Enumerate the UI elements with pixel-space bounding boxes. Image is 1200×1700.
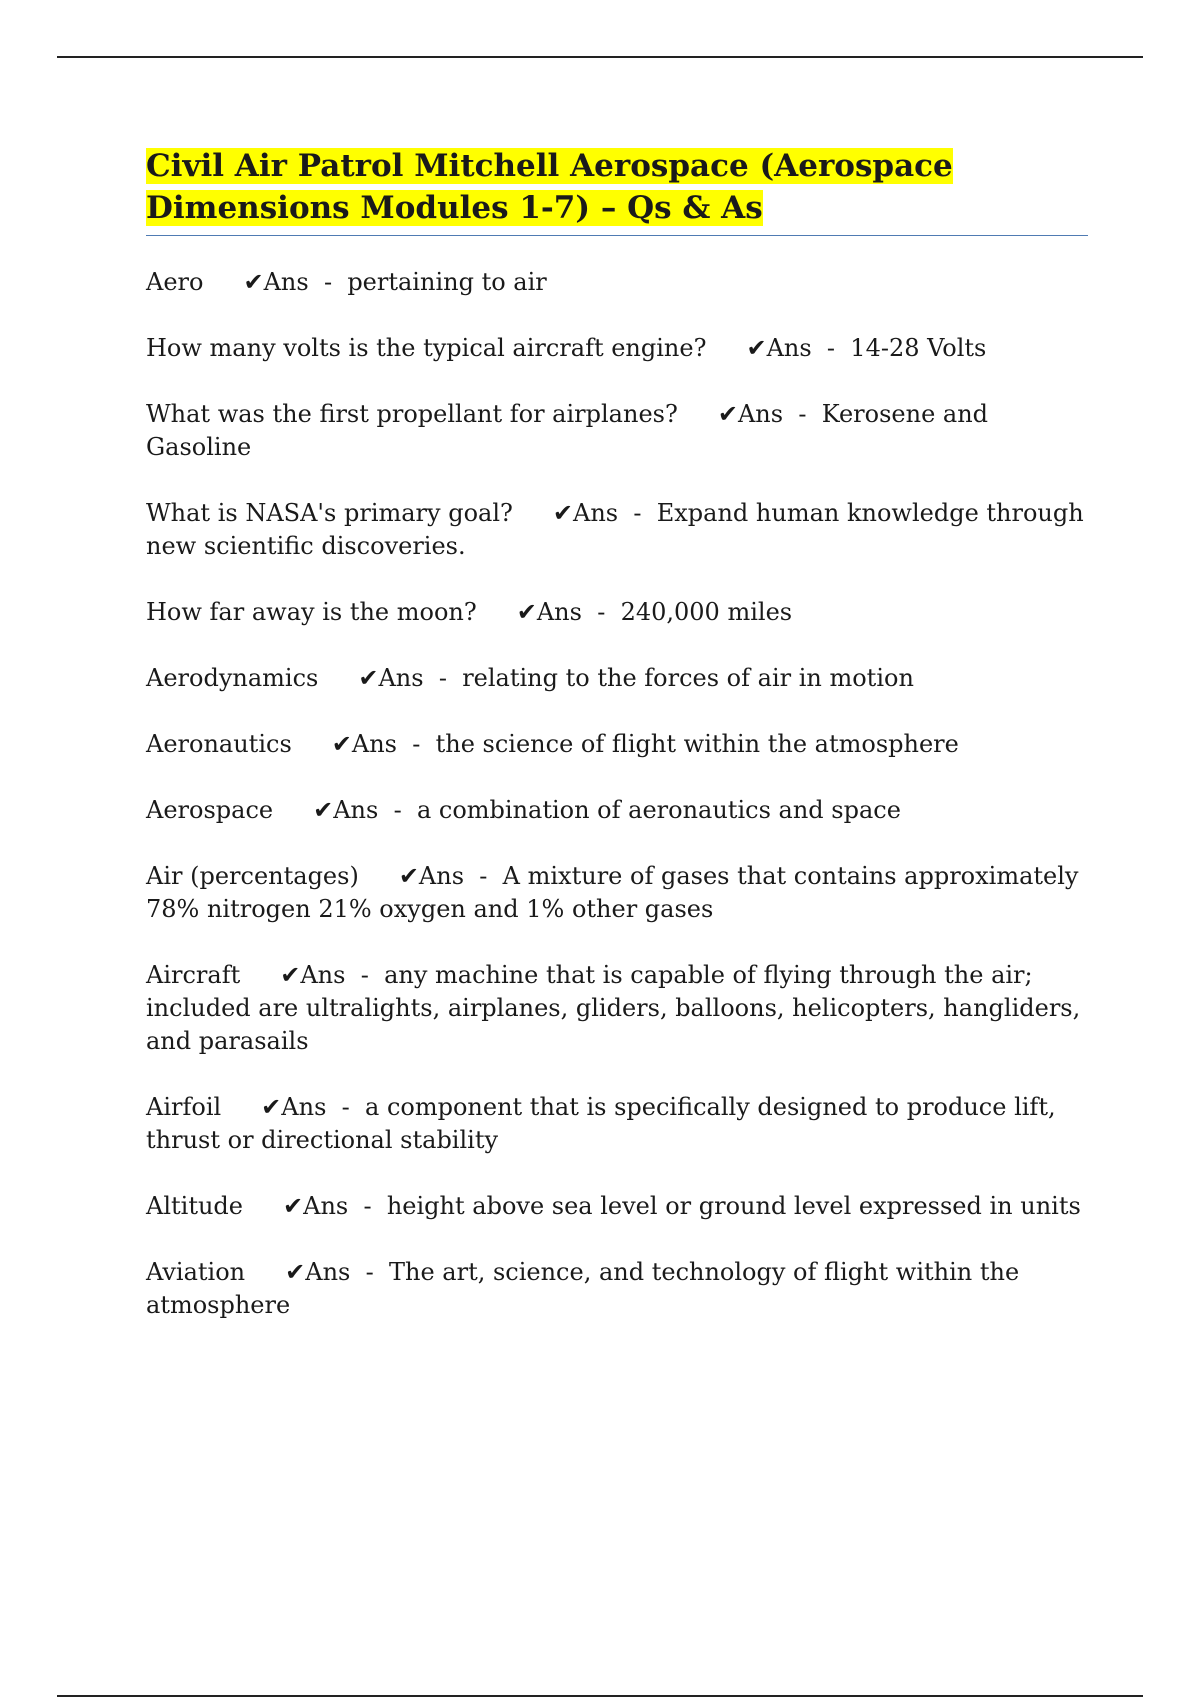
qa-answer: The art, science, and technology of flight within the atmosphere: [146, 1258, 1020, 1319]
qa-item: [146, 596, 1090, 629]
qa-term: Airfoil: [146, 1093, 222, 1121]
check-icon: ✔Ans: [280, 961, 346, 989]
check-icon: ✔Ans: [243, 268, 309, 296]
qa-separator: -: [783, 400, 822, 428]
document-title: [146, 145, 1090, 229]
check-icon: ✔Ans: [398, 862, 465, 890]
qa-separator: -: [348, 1192, 387, 1220]
qa-answer: relating to the forces of air in motion: [462, 664, 914, 692]
qa-term: How far away is the moon?: [146, 598, 477, 626]
qa-term: Air (percentages): [146, 862, 359, 890]
qa-separator: -: [811, 334, 851, 362]
page-top-rule: [57, 56, 1143, 58]
check-icon: ✔Ans: [283, 1192, 349, 1220]
check-icon: ✔Ans: [717, 400, 784, 428]
qa-item: [146, 1190, 1090, 1223]
qa-answer: the science of flight within the atmosphere: [435, 730, 959, 758]
qa-answer: any machine that is capable of flying through the air; included are ultralights, airplanes, gliders, balloons, helicopters, hangliders, and parasails: [146, 961, 1081, 1055]
qa-separator: -: [345, 961, 385, 989]
check-icon: ✔Ans: [313, 796, 379, 824]
qa-term: What was the first propellant for airplanes?: [146, 400, 678, 428]
qa-answer: Kerosene and Gasoline: [146, 400, 989, 461]
qa-separator: -: [423, 664, 463, 692]
check-icon: ✔Ans: [285, 1258, 351, 1286]
qa-item: [146, 497, 1090, 563]
qa-term: Aerodynamics: [146, 664, 319, 692]
qa-item: [146, 662, 1090, 695]
qa-term: Aviation: [146, 1258, 246, 1286]
qa-item: [146, 1091, 1090, 1157]
check-icon: ✔Ans: [552, 499, 619, 527]
qa-term: How many volts is the typical aircraft engine?: [146, 334, 707, 362]
check-icon: ✔Ans: [331, 730, 397, 758]
check-icon: ✔Ans: [358, 664, 424, 692]
qa-answer: Expand human knowledge through new scientific discoveries.: [146, 499, 1084, 560]
document-body: [146, 145, 1090, 1355]
qa-separator: -: [618, 499, 657, 527]
check-icon: ✔Ans: [261, 1093, 327, 1121]
qa-item: [146, 794, 1090, 827]
qa-term: Aeronautics: [146, 730, 292, 758]
title-underline: [146, 235, 1088, 236]
qa-item: [146, 266, 1090, 299]
qa-item: [146, 398, 1090, 464]
qa-answer: pertaining to air: [347, 268, 547, 296]
qa-item: [146, 728, 1090, 761]
qa-answer: height above sea level or ground level expressed in units: [386, 1192, 1081, 1220]
qa-answer: a component that is specifically designed to produce lift, thrust or directional stability: [146, 1093, 1056, 1154]
qa-separator: -: [581, 598, 621, 626]
qa-term: What is NASA's primary goal?: [146, 499, 513, 527]
qa-item: [146, 332, 1090, 365]
qa-answer: 240,000 miles: [620, 598, 793, 626]
qa-term: Aircraft: [146, 961, 241, 989]
document-title-text: Civil Air Patrol Mitchell Aerospace (Aerospace Dimensions Modules 1-7) – Qs & As: [146, 148, 953, 226]
qa-term: Aerospace: [146, 796, 274, 824]
qa-separator: -: [350, 1258, 389, 1286]
qa-answer: a combination of aeronautics and space: [416, 796, 901, 824]
check-icon: ✔Ans: [516, 598, 582, 626]
qa-separator: -: [326, 1093, 366, 1121]
page-bottom-rule: [57, 1695, 1143, 1697]
qa-item: [146, 860, 1090, 926]
qa-answer: A mixture of gases that contains approximately 78% nitrogen 21% oxygen and 1% other gases: [146, 862, 1079, 923]
qa-term: Aero: [146, 268, 204, 296]
qa-separator: -: [464, 862, 503, 890]
qa-separator: -: [308, 268, 348, 296]
qa-separator: -: [396, 730, 436, 758]
qa-separator: -: [378, 796, 417, 824]
qa-list: [146, 266, 1090, 1322]
qa-item: [146, 959, 1090, 1058]
qa-term: Altitude: [146, 1192, 243, 1220]
check-icon: ✔Ans: [746, 334, 812, 362]
qa-item: [146, 1256, 1090, 1322]
qa-answer: 14-28 Volts: [850, 334, 987, 362]
